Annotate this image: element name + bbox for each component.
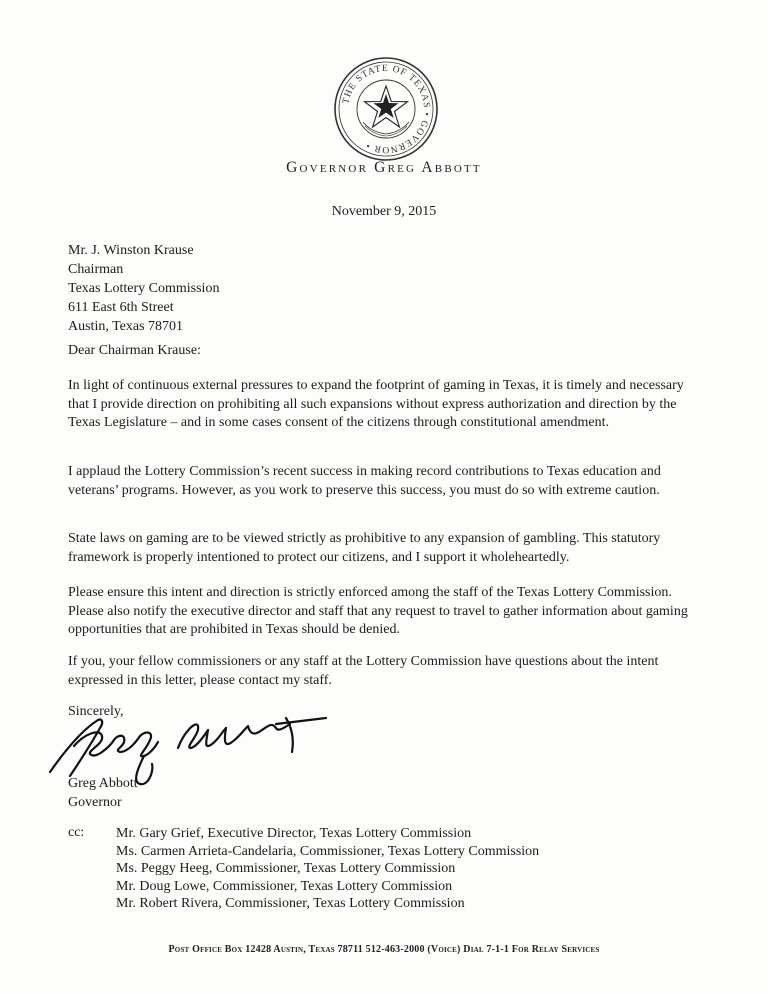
cc-recipient: Mr. Doug Lowe, Commissioner, Texas Lottery Commission <box>116 878 453 894</box>
recipient-organization: Texas Lottery Commission <box>68 281 220 296</box>
closing: Sincerely, <box>68 704 124 719</box>
cc-list <box>116 825 539 913</box>
letterhead-footer: Post Office Box 12428 Austin, Texas 78711 512-463-2000 (Voice) Dial 7-1-1 For Relay Services <box>168 944 600 955</box>
body-paragraph-5: If you, your fellow commissioners or any staff at the Lottery Commission have questions about the intent expressed in this letter, please contact my staff. <box>68 654 659 688</box>
cc-recipient: Ms. Carmen Arrieta-Candelaria, Commissioner, Texas Lottery Commission <box>116 843 540 859</box>
cc-recipient: Mr. Gary Grief, Executive Director, Texas Lottery Commission <box>116 826 472 841</box>
signer-title: Governor <box>68 794 122 810</box>
recipient-city: Austin, Texas 78701 <box>68 319 184 334</box>
cc-label: cc: <box>68 825 85 840</box>
letter-date: November 9, 2015 <box>331 204 437 219</box>
body-paragraph-4: Please ensure this intent and direction is strictly enforced among the staff of the Texas Lottery Commission. Please also notify the executive director and staff that any request to travel to gather information about gaming opportunities that are prohibited in Texas should be denied. <box>68 585 688 637</box>
recipient-address <box>68 241 219 336</box>
signer-name: Greg Abbott <box>68 776 138 791</box>
svg-text:THE STATE OF TEXAS • GOVERNOR: THE STATE OF TEXAS • GOVERNOR • <box>341 63 432 155</box>
recipient-street: 611 East 6th Street <box>68 300 174 315</box>
body-paragraph-2: I applaud the Lottery Commission’s recent success in making record contributions to Texas education and veterans’ programs. However, as you work to preserve this success, you must do so with extreme caution. <box>68 464 661 498</box>
signer-block <box>68 775 138 812</box>
salutation: Dear Chairman Krause: <box>68 343 201 358</box>
recipient-title: Chairman <box>68 262 124 277</box>
cc-recipient: Ms. Peggy Heeg, Commissioner, Texas Lottery Commission <box>116 861 456 876</box>
texas-seal-icon <box>333 56 439 162</box>
recipient-name: Mr. J. Winston Krause <box>68 243 194 258</box>
cc-recipient: Mr. Robert Rivera, Commissioner, Texas Lottery Commission <box>116 896 465 911</box>
letterhead-title: Governor Greg Abbott <box>286 159 482 176</box>
body-paragraph-3: State laws on gaming are to be viewed strictly as prohibitive to any expansion of gambling. This statutory framework is properly intentioned to protect our citizens, and I support it wholeheartedly. <box>68 531 661 565</box>
body-paragraph-1: In light of continuous external pressures to expand the footprint of gaming in Texas, it is timely and necessary that I provide direction on prohibiting all such expansions without express authorization and direction by the Texas Legislature – and in some cases consent of the citizens through constitutional amendment. <box>68 378 684 430</box>
